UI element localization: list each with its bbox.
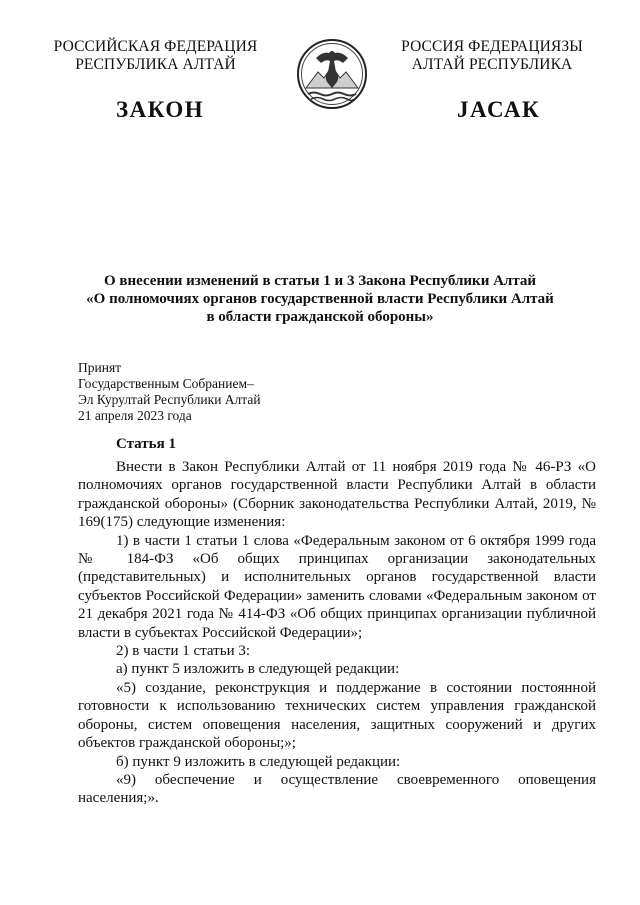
header-left: [48, 38, 263, 74]
adoption-line-3: Эл Курултай Республики Алтай: [78, 392, 261, 407]
adoption-line-1: Принят: [78, 360, 122, 375]
header-left-line-2: РЕСПУБЛИКА АЛТАЙ: [75, 56, 236, 73]
paragraph-item-1: 1) в части 1 статьи 1 слова «Федеральным законом от 6 октября 1999 года № 184-ФЗ «Об общих принципах организации законодательных (представительных) и исполнительных органов государственной власти субъектов Российской Федерации» заменить словами «Федеральным законом от 21 декабря 2021 года № 414-ФЗ «Об общих принципах организации публичной власти в субъектах Российской Федерации»;: [78, 532, 596, 641]
title-line-2: «О полномочиях органов государственной власти Республики Алтай: [86, 291, 554, 307]
header-right-line-2: АЛТАЙ РЕСПУБЛИКА: [411, 56, 573, 73]
paragraph-point-5: «5) создание, реконструкция и поддержание в состоянии постоянной готовности к использованию технических систем управления гражданской обороны, систем оповещения населения, защитных сооружений и других объектов гражданской обороны;»;: [78, 679, 596, 752]
title-line-1: О внесении изменений в статьи 1 и 3 Закона Республики Алтай: [103, 273, 537, 289]
article-body: [78, 458, 596, 808]
paragraph-item-2: 2) в части 1 статьи 3:: [116, 643, 251, 660]
title-line-3: в области гражданской обороны»: [206, 309, 434, 325]
adoption-line-2: Государственным Собранием–: [78, 376, 254, 391]
adoption-date: 21 апреля 2023 года: [78, 408, 192, 423]
adoption-block: [78, 360, 261, 424]
coat-of-arms-icon: [296, 36, 368, 112]
header-left-line-1: РОССИЙСКАЯ ФЕДЕРАЦИЯ: [53, 38, 258, 55]
paragraph-item-2a: а) пункт 5 изложить в следующей редакции:: [116, 661, 400, 678]
law-title-russian: ЗАКОН: [116, 97, 205, 122]
article-title: Статья 1: [116, 436, 176, 452]
header-right-line-1: РОССИЯ ФЕДЕРАЦИЯЗЫ: [401, 38, 583, 55]
document-title: [70, 272, 570, 326]
paragraph-intro: Внести в Закон Республики Алтай от 11 ноября 2019 года № 46-РЗ «О полномочиях органов государственной власти Республики Алтай в области гражданской обороны» (Сборник законодательства Республики Алтай, 2019, № 169(175) следующие изменения:: [78, 459, 596, 531]
law-title-altai: ЈАСАК: [457, 97, 541, 122]
paragraph-item-2b: б) пункт 9 изложить в следующей редакции:: [116, 753, 401, 770]
header-right: [392, 38, 592, 74]
paragraph-point-9: «9) обеспечение и осуществление своевременного оповещения населения;».: [78, 771, 596, 807]
